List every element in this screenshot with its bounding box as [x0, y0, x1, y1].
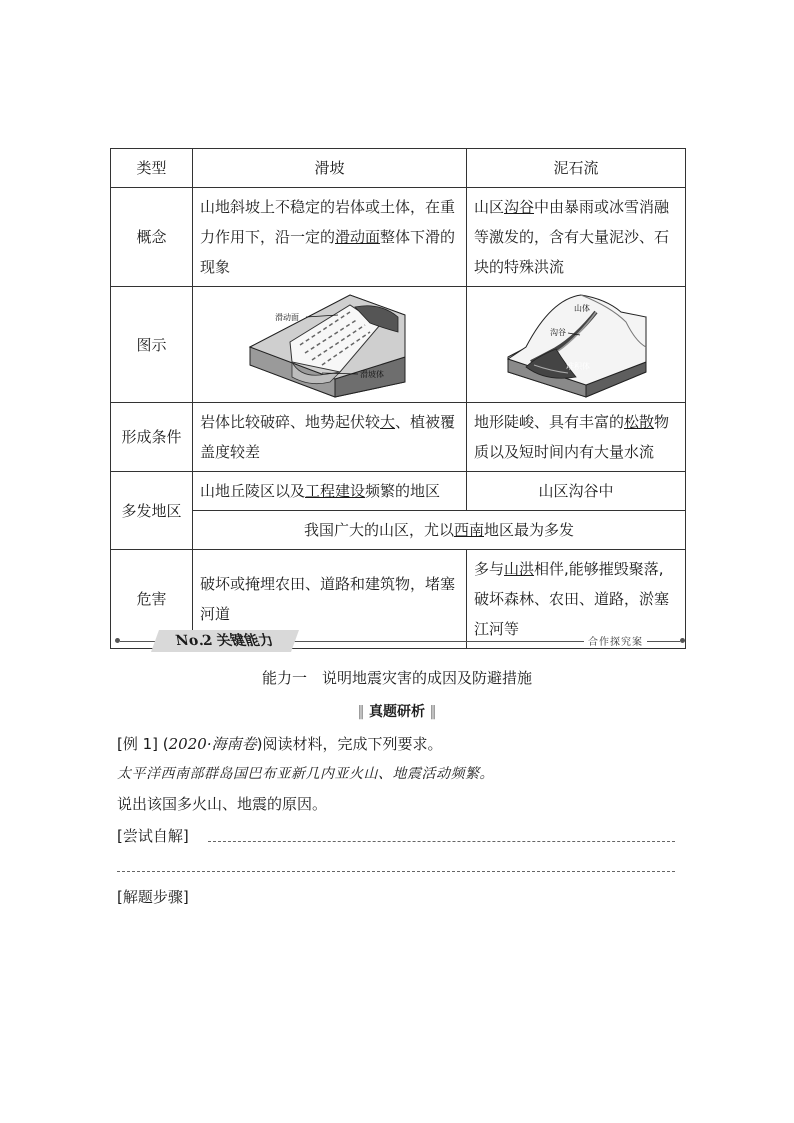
debris-flow-illustration: [496, 287, 656, 402]
section-header-bar: [115, 630, 685, 652]
answer-line-2: [117, 871, 675, 872]
section-bar-dot-right: [680, 638, 685, 643]
header-type: 类型: [111, 149, 193, 188]
example-suffix: )阅读材料，完成下列要求。: [256, 735, 443, 753]
example-material: 太平洋西南部群岛国巴布亚新几内亚火山、地震活动频繁。: [117, 766, 494, 782]
study-title-block: [0, 701, 794, 721]
underlined-keyword: 工程建设: [305, 482, 366, 500]
row-label-concept: 概念: [111, 188, 193, 287]
row-label-conditions: 形成条件: [111, 403, 193, 472]
study-title-bars-right: ‖: [425, 704, 437, 720]
example-line: [117, 733, 442, 754]
row-label-hazards: 危害: [111, 550, 193, 649]
example-source: 2020·海南卷: [168, 735, 257, 753]
landslide-diagram-cell: [193, 287, 467, 403]
comparison-table: [110, 148, 686, 649]
underlined-keyword: 西南: [453, 521, 484, 539]
label-gully: 沟谷: [550, 328, 566, 337]
ability-title: 能力一 说明地震灾害的成因及防避措施: [261, 669, 532, 687]
text-segment: 物质以及短时间内有大量水流: [474, 413, 670, 461]
concept-debris-flow: [467, 188, 686, 287]
text-segment: 频繁的地区: [365, 482, 441, 500]
concept-row: [111, 188, 686, 287]
section-title: 关键能力: [214, 633, 277, 649]
debris-flow-diagram-cell: [467, 287, 686, 403]
row-label-regions: 多发地区: [111, 472, 193, 550]
answer-line-1: [208, 841, 675, 842]
concept-landslide: [193, 188, 467, 287]
underlined-keyword: 松散: [624, 413, 655, 431]
label-slide-body: 滑坡体: [359, 370, 384, 379]
example-prefix: [例 1] (: [117, 735, 169, 753]
text-segment: 山地斜坡上不稳定的岩体或土体，在重力作用下，沿一定的: [200, 198, 456, 246]
label-mountain: 山体: [574, 304, 590, 313]
underlined-keyword: 滑动面: [335, 228, 381, 246]
conditions-row: [111, 403, 686, 472]
text-segment: 我国广大的山区，尤以: [303, 521, 454, 539]
section-badge: [151, 630, 299, 652]
text-segment: 多与: [474, 560, 505, 578]
header-debris-flow: 泥石流: [467, 149, 686, 188]
text-segment: 相伴,能够摧毁聚落,破坏森林、农田、道路，淤塞江河等: [474, 560, 670, 638]
text-segment: 岩体比较破碎、地势起伏较: [200, 413, 381, 431]
label-slip-surface: 滑动面: [274, 313, 299, 322]
text-segment: 山地丘陵区以及: [200, 482, 306, 500]
text-segment: 整体下滑的现象: [200, 228, 456, 276]
underlined-keyword: 沟谷: [504, 198, 535, 216]
section-right-label: 合作探究案: [584, 633, 647, 648]
text-segment: 地区最为多发: [484, 521, 575, 539]
regions-row: [111, 472, 686, 511]
conditions-debris-flow: [467, 403, 686, 472]
diagram-row: [111, 287, 686, 403]
landslide-illustration: [230, 287, 430, 402]
regions-common: [193, 511, 686, 550]
example-question: 说出该国多火山、地震的原因。: [117, 795, 328, 813]
section-number: No.2: [173, 633, 216, 649]
regions-landslide: [193, 472, 467, 511]
underlined-keyword: 大: [380, 413, 396, 431]
text-segment: 、植被覆盖度较差: [200, 413, 456, 461]
text-segment: 山区: [474, 198, 505, 216]
row-label-diagram: 图示: [111, 287, 193, 403]
regions-common-row: [111, 511, 686, 550]
study-title-bars-left: ‖: [357, 704, 369, 720]
steps-label: [解题步骤]: [117, 888, 189, 906]
conditions-landslide: [193, 403, 467, 472]
regions-debris-flow: 山区沟谷中: [467, 472, 686, 511]
hazards-landslide: 破坏或掩埋农田、道路和建筑物，堵塞河道: [193, 550, 467, 649]
try-label: [尝试自解]: [117, 827, 189, 845]
study-title: 真题研析: [369, 704, 425, 720]
table-header-row: [111, 149, 686, 188]
text-segment: 中由暴雨或冰雪消融等激发的，含有大量泥沙、石块的特殊洪流: [474, 198, 670, 276]
underlined-keyword: 山洪: [504, 560, 535, 578]
text-segment: 地形陡峻、具有丰富的: [474, 413, 625, 431]
label-deposit: 堆积体: [566, 362, 590, 371]
header-landslide: 滑坡: [193, 149, 467, 188]
